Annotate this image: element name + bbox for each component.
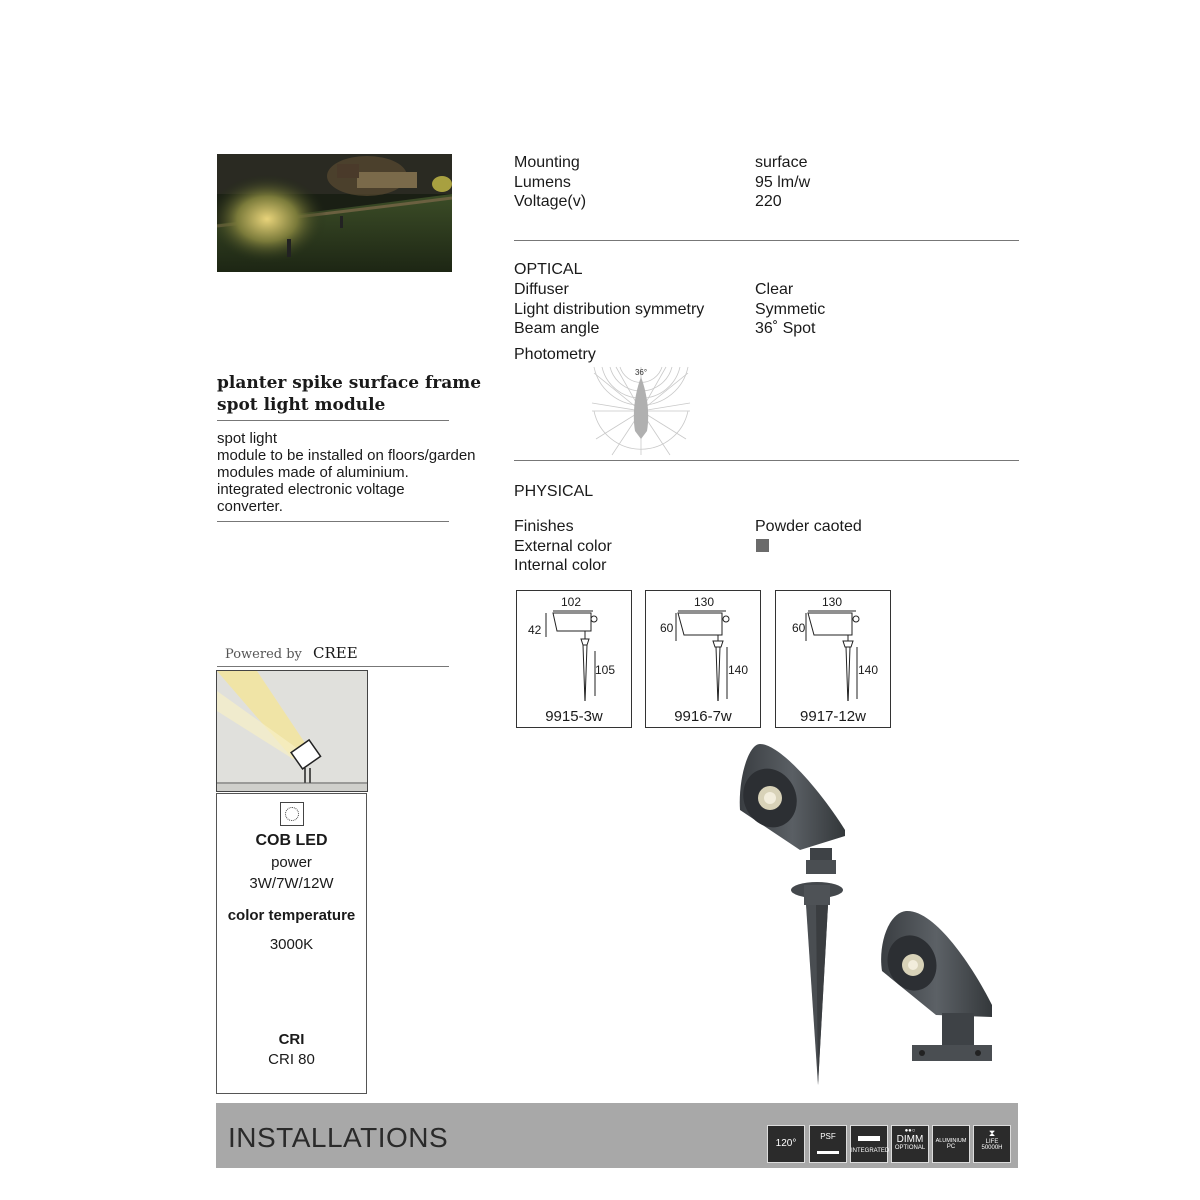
symmetry-value: Symmetic: [755, 300, 826, 318]
power-label: power: [271, 854, 312, 871]
diffuser-value: Clear: [755, 281, 794, 298]
icon-label: LIFE: [985, 1139, 999, 1145]
description-line: module to be installed on floors/garden: [217, 447, 476, 464]
physical-heading: PHYSICAL: [514, 483, 594, 500]
rotation-120-icon: [767, 1125, 805, 1163]
icon-sublabel: PC: [946, 1144, 956, 1150]
divider: [217, 420, 449, 421]
cri-value: CRI 80: [268, 1051, 315, 1068]
integrated-driver-icon: [850, 1125, 888, 1163]
psf-icon: [809, 1125, 847, 1163]
product-description: [217, 430, 476, 515]
photometry-angle-label: 36°: [634, 368, 648, 377]
optical-spec-labels: [514, 280, 704, 339]
description-line: converter.: [217, 498, 283, 515]
beam-angle-label: Beam angle: [514, 320, 600, 337]
spike-dimension: 140: [858, 663, 879, 677]
icon-label: DIMM: [896, 1134, 924, 1145]
power-value: 3W/7W/12W: [249, 875, 334, 892]
height-dimension: 60: [792, 621, 806, 635]
height-dimension: 60: [660, 621, 674, 635]
physical-spec-labels: [514, 517, 612, 576]
model-number: 9916-7w: [674, 708, 732, 725]
symmetry-label: Light distribution symmetry: [514, 300, 705, 318]
installations-bar: [216, 1103, 1018, 1168]
photometry-diagram: [590, 363, 692, 457]
finishes-value: Powder caoted: [755, 518, 862, 535]
width-dimension: 102: [561, 595, 582, 609]
color-temp-label: color temperature: [227, 907, 356, 924]
photometry-label: Photometry: [514, 346, 596, 363]
description-line: spot light: [217, 430, 278, 447]
external-color-swatch: [756, 539, 769, 552]
installation-illustration: [216, 670, 368, 792]
voltage-label: Voltage(v): [514, 193, 587, 210]
model-number: 9917-12w: [800, 708, 866, 725]
description-line: modules made of aluminium.: [217, 464, 409, 481]
diffuser-label: Diffuser: [514, 281, 569, 298]
powered-by-label: Powered by: [225, 647, 302, 662]
divider: [514, 460, 1019, 461]
installations-heading: INSTALLATIONS: [228, 1122, 449, 1153]
mounting-label: Mounting: [514, 154, 580, 171]
general-spec-values: [755, 153, 810, 212]
led-info-box: [216, 793, 367, 1094]
spike-light-product-image: [730, 740, 860, 1090]
dimension-drawing-9915: [516, 590, 632, 728]
cree-brand: CREE: [313, 644, 358, 662]
description-line: integrated electronic voltage: [217, 481, 405, 498]
voltage-value: 220: [755, 193, 782, 210]
width-dimension: 130: [822, 595, 843, 609]
spike-dimension: 140: [728, 663, 749, 677]
icon-label: INTEGRATED: [851, 1148, 890, 1154]
led-type: COB LED: [255, 832, 328, 849]
lumens-label: Lumens: [514, 173, 571, 191]
divider: [217, 666, 449, 667]
beam-angle-value: 36˚ Spot: [755, 320, 816, 337]
dimension-drawing-9917: [775, 590, 891, 728]
icon-label: ALUMINIUM: [935, 1138, 967, 1144]
product-title: [217, 372, 481, 416]
internal-color-label: Internal color: [514, 557, 607, 574]
garden-scene-image: [217, 154, 452, 272]
garden-photo: [217, 154, 452, 272]
divider: [514, 240, 1019, 241]
cri-label: CRI: [278, 1031, 305, 1048]
product-title-line1: planter spike surface frame: [217, 373, 482, 393]
finishes-label: Finishes: [514, 518, 574, 535]
icon-label: 120°: [775, 1138, 797, 1149]
cob-led-icon: [280, 802, 304, 826]
optical-heading: OPTICAL: [514, 261, 583, 278]
dimm-icon: ●●○ DIMM OPTIONAL: [891, 1125, 929, 1163]
spike-dimension: 105: [595, 663, 616, 677]
icon-sublabel: 50000H: [981, 1145, 1003, 1151]
icon-sublabel: OPTIONAL: [894, 1145, 926, 1151]
surface-light-product-image: [876, 905, 996, 1070]
general-spec-labels: [514, 153, 586, 212]
spike-beam-icon: [217, 671, 367, 791]
dimension-drawing-9916: [645, 590, 761, 728]
product-title-line2: spot light module: [217, 395, 386, 415]
life-hours-icon: ⧗ LIFE 50000H: [973, 1125, 1011, 1163]
external-color-label: External color: [514, 537, 612, 555]
color-temp-value: 3000K: [269, 936, 314, 953]
icon-label: PSF: [820, 1132, 836, 1141]
physical-spec-values: [755, 517, 862, 537]
optical-spec-values: [755, 280, 825, 339]
divider: [217, 521, 449, 522]
mounting-value: surface: [755, 154, 808, 171]
aluminium-pc-icon: [932, 1125, 970, 1163]
lumens-value: 95 lm/w: [755, 173, 811, 191]
model-number: 9915-3w: [545, 708, 603, 725]
width-dimension: 130: [694, 595, 715, 609]
powered-by: [225, 643, 358, 662]
height-dimension: 42: [528, 623, 542, 637]
